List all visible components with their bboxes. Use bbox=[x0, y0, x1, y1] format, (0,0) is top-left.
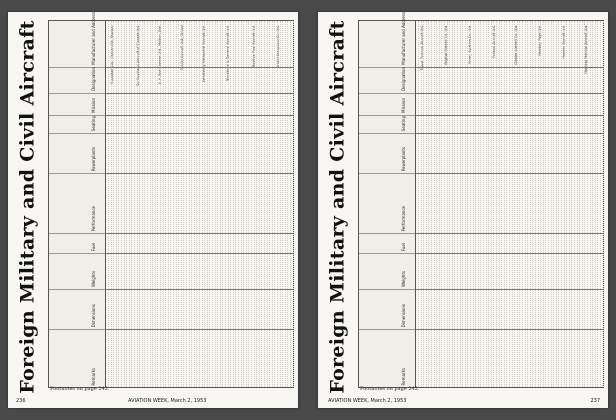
table-row: Handley Page Ltd. bbox=[538, 25, 542, 56]
row-rule bbox=[525, 21, 526, 387]
header-fuel: Fuel bbox=[359, 233, 415, 254]
row-rule bbox=[290, 21, 291, 387]
row-rule bbox=[126, 21, 127, 387]
row-rule bbox=[196, 21, 197, 387]
row-rule bbox=[165, 21, 166, 387]
table-row: Hunting Percival Aircraft Ltd. bbox=[584, 25, 588, 74]
column-divider bbox=[416, 289, 603, 290]
row-rule bbox=[499, 21, 500, 387]
row-rule bbox=[199, 21, 200, 387]
row-rule bbox=[561, 21, 562, 387]
row-rule bbox=[475, 21, 476, 387]
page-number: 236 bbox=[16, 398, 26, 404]
row-rule bbox=[173, 21, 174, 387]
row-rule bbox=[579, 21, 580, 387]
header-designation: Designation bbox=[359, 67, 415, 94]
row-rule bbox=[246, 21, 247, 387]
row-rule bbox=[478, 21, 479, 387]
row-rule bbox=[241, 21, 242, 387]
row-rule bbox=[454, 21, 455, 387]
row-rule bbox=[202, 21, 203, 387]
row-rule bbox=[584, 21, 585, 387]
header-manufacturer: Manufacturer and Address bbox=[359, 21, 415, 68]
table-row: Edgar Percival Aircraft Ltd. bbox=[420, 25, 424, 71]
row-rule bbox=[488, 21, 489, 387]
row-rule bbox=[465, 21, 466, 387]
row-rule bbox=[147, 21, 148, 387]
table-row: Bristol Aeroplane Co. Ltd. bbox=[276, 25, 280, 69]
table-row: De Havilland Aircraft of Canada Ltd. bbox=[136, 25, 140, 86]
row-rule bbox=[519, 21, 520, 387]
row-rule bbox=[447, 21, 448, 387]
row-rule bbox=[293, 21, 294, 387]
header-mission: Mission bbox=[359, 93, 415, 116]
row-rule bbox=[548, 21, 549, 387]
row-rule bbox=[131, 21, 132, 387]
row-rule bbox=[163, 21, 164, 387]
row-rule bbox=[235, 21, 236, 387]
table-row: Fairey Aviation Co. Ltd. bbox=[468, 25, 472, 64]
row-rule bbox=[483, 21, 484, 387]
column-divider bbox=[106, 329, 293, 330]
column-divider bbox=[106, 67, 293, 68]
header-weights: Weights bbox=[49, 253, 105, 290]
row-rule bbox=[280, 21, 281, 387]
row-rule bbox=[535, 21, 536, 387]
column-divider bbox=[106, 115, 293, 116]
row-rule bbox=[452, 21, 453, 387]
row-rule bbox=[501, 21, 502, 387]
row-rule bbox=[261, 21, 262, 387]
row-rule bbox=[191, 21, 192, 387]
row-rule bbox=[142, 21, 143, 387]
row-rule bbox=[467, 21, 468, 387]
row-rule bbox=[230, 21, 231, 387]
row-rule bbox=[486, 21, 487, 387]
row-rule bbox=[285, 21, 286, 387]
row-rule bbox=[592, 21, 593, 387]
header-performance: Performance bbox=[49, 173, 105, 234]
column-divider bbox=[106, 173, 293, 174]
column-divider bbox=[106, 289, 293, 290]
row-rule bbox=[506, 21, 507, 387]
row-rule bbox=[264, 21, 265, 387]
row-rule bbox=[183, 21, 184, 387]
header-fuel: Fuel bbox=[49, 233, 105, 254]
table-row: English Electric Co. Ltd. bbox=[444, 25, 448, 65]
row-rule bbox=[113, 21, 114, 387]
row-rule bbox=[139, 21, 140, 387]
page-title: Foreign Military and Civil Aircraft bbox=[327, 20, 350, 394]
column-divider bbox=[106, 233, 293, 234]
row-rule bbox=[251, 21, 252, 387]
header-powerplants: Powerplants bbox=[359, 133, 415, 174]
row-rule bbox=[207, 21, 208, 387]
row-rule bbox=[225, 21, 226, 387]
row-rule bbox=[460, 21, 461, 387]
header-dimensions: Dimensions bbox=[359, 289, 415, 330]
header-designation: Designation bbox=[49, 67, 105, 94]
row-rule bbox=[457, 21, 458, 387]
row-rule bbox=[441, 21, 442, 387]
row-rule bbox=[532, 21, 533, 387]
row-rule bbox=[215, 21, 216, 387]
footnote: Footnotes on page 242. bbox=[50, 386, 110, 392]
row-rule bbox=[426, 21, 427, 387]
header-remarks: Remarks bbox=[91, 367, 96, 385]
row-rule bbox=[473, 21, 474, 387]
column-divider bbox=[106, 93, 293, 94]
column-divider bbox=[416, 173, 603, 174]
row-rule bbox=[277, 21, 278, 387]
row-rule bbox=[530, 21, 531, 387]
column-divider bbox=[106, 253, 293, 254]
running-footer: AVIATION WEEK, March 2, 1953 bbox=[328, 398, 407, 404]
row-rule bbox=[590, 21, 591, 387]
row-rule bbox=[434, 21, 435, 387]
row-rule bbox=[553, 21, 554, 387]
row-rule bbox=[178, 21, 179, 387]
row-rule bbox=[551, 21, 552, 387]
row-rule bbox=[129, 21, 130, 387]
row-rule bbox=[233, 21, 234, 387]
running-footer: AVIATION WEEK, March 2, 1953 bbox=[128, 398, 207, 404]
row-rule bbox=[111, 21, 112, 387]
table-header bbox=[359, 12, 416, 387]
row-rule bbox=[150, 21, 151, 387]
row-rule bbox=[595, 21, 596, 387]
column-divider bbox=[416, 329, 603, 330]
table-body bbox=[106, 21, 293, 387]
row-rule bbox=[582, 21, 583, 387]
column-divider bbox=[416, 115, 603, 116]
row-rule bbox=[418, 21, 419, 387]
table-row: Folland Aircraft Ltd. bbox=[492, 25, 496, 59]
row-rule bbox=[116, 21, 117, 387]
row-rule bbox=[228, 21, 229, 387]
row-rule bbox=[509, 21, 510, 387]
row-rule bbox=[545, 21, 546, 387]
row-rule bbox=[121, 21, 122, 387]
row-rule bbox=[558, 21, 559, 387]
row-rule bbox=[256, 21, 257, 387]
row-rule bbox=[462, 21, 463, 387]
row-rule bbox=[597, 21, 598, 387]
row-rule bbox=[212, 21, 213, 387]
row-rule bbox=[189, 21, 190, 387]
row-rule bbox=[220, 21, 221, 387]
column-divider bbox=[106, 133, 293, 134]
row-rule bbox=[204, 21, 205, 387]
table-row: Boulton Paul Aircraft Ltd. bbox=[252, 25, 256, 68]
row-rule bbox=[176, 21, 177, 387]
column-divider bbox=[416, 253, 603, 254]
table-row: Blackburn & General Aircraft Ltd. bbox=[226, 25, 230, 82]
footnote: Footnotes on page 242. bbox=[360, 386, 420, 392]
row-rule bbox=[603, 21, 604, 387]
page-title: Foreign Military and Civil Aircraft bbox=[17, 20, 40, 394]
row-rule bbox=[574, 21, 575, 387]
row-rule bbox=[134, 21, 135, 387]
row-rule bbox=[157, 21, 158, 387]
row-rule bbox=[254, 21, 255, 387]
row-rule bbox=[186, 21, 187, 387]
row-rule bbox=[248, 21, 249, 387]
row-rule bbox=[444, 21, 445, 387]
row-rule bbox=[496, 21, 497, 387]
row-rule bbox=[274, 21, 275, 387]
header-powerplants: Powerplants bbox=[49, 133, 105, 174]
row-rule bbox=[269, 21, 270, 387]
row-rule bbox=[144, 21, 145, 387]
row-rule bbox=[423, 21, 424, 387]
row-rule bbox=[571, 21, 572, 387]
row-rule bbox=[209, 21, 210, 387]
row-rule bbox=[243, 21, 244, 387]
row-rule bbox=[504, 21, 505, 387]
row-rule bbox=[431, 21, 432, 387]
row-rule bbox=[512, 21, 513, 387]
row-rule bbox=[217, 21, 218, 387]
row-rule bbox=[282, 21, 283, 387]
header-manufacturer: Manufacturer and Address bbox=[49, 21, 105, 68]
row-rule bbox=[538, 21, 539, 387]
row-rule bbox=[480, 21, 481, 387]
row-rule bbox=[439, 21, 440, 387]
header-weights: Weights bbox=[359, 253, 415, 290]
table-row: Bristol Aircraft Ltd., Bristol bbox=[180, 25, 184, 70]
row-rule bbox=[527, 21, 528, 387]
header-seating: Seating bbox=[49, 115, 105, 134]
row-rule bbox=[152, 21, 153, 387]
row-rule bbox=[421, 21, 422, 387]
row-rule bbox=[491, 21, 492, 387]
row-rule bbox=[522, 21, 523, 387]
row-rule bbox=[118, 21, 119, 387]
table-row: Armstrong Whitworth Aircraft Ltd. bbox=[202, 25, 206, 83]
row-rule bbox=[436, 21, 437, 387]
row-rule bbox=[181, 21, 182, 387]
column-divider bbox=[416, 133, 603, 134]
row-rule bbox=[267, 21, 268, 387]
row-rule bbox=[170, 21, 171, 387]
row-rule bbox=[577, 21, 578, 387]
row-rule bbox=[287, 21, 288, 387]
column-divider bbox=[416, 233, 603, 234]
row-rule bbox=[540, 21, 541, 387]
row-rule bbox=[272, 21, 273, 387]
table-row: Gloster Aircraft Co. Ltd. bbox=[514, 25, 518, 65]
left-page bbox=[8, 12, 298, 408]
row-rule bbox=[470, 21, 471, 387]
row-rule bbox=[566, 21, 567, 387]
column-divider bbox=[416, 67, 603, 68]
header-dimensions: Dimensions bbox=[49, 289, 105, 330]
header-seating: Seating bbox=[359, 115, 415, 134]
table-header bbox=[49, 12, 106, 387]
table-row: A. V. Roe Canada Ltd., Malton, Ont. bbox=[158, 25, 162, 85]
row-rule bbox=[168, 21, 169, 387]
table-row: Hawker Aircraft Ltd. bbox=[562, 25, 566, 59]
row-rule bbox=[449, 21, 450, 387]
row-rule bbox=[543, 21, 544, 387]
row-rule bbox=[428, 21, 429, 387]
row-rule bbox=[222, 21, 223, 387]
header-mission: Mission bbox=[49, 93, 105, 116]
table-body bbox=[416, 21, 603, 387]
row-rule bbox=[514, 21, 515, 387]
row-rule bbox=[108, 21, 109, 387]
table-row: Canadair Ltd., Cartierville, Quebec bbox=[110, 25, 114, 84]
row-rule bbox=[194, 21, 195, 387]
row-rule bbox=[124, 21, 125, 387]
row-rule bbox=[238, 21, 239, 387]
aircraft-table bbox=[48, 12, 294, 388]
row-rule bbox=[564, 21, 565, 387]
row-rule bbox=[587, 21, 588, 387]
row-rule bbox=[569, 21, 570, 387]
row-rule bbox=[517, 21, 518, 387]
row-rule bbox=[600, 21, 601, 387]
row-rule bbox=[556, 21, 557, 387]
header-performance: Performance bbox=[359, 173, 415, 234]
aircraft-table bbox=[358, 12, 604, 388]
row-rule bbox=[493, 21, 494, 387]
row-rule bbox=[259, 21, 260, 387]
row-rule bbox=[155, 21, 156, 387]
page-number: 237 bbox=[590, 398, 600, 404]
right-page bbox=[318, 12, 608, 408]
row-rule bbox=[137, 21, 138, 387]
row-rule bbox=[160, 21, 161, 387]
column-divider bbox=[416, 93, 603, 94]
header-remarks: Remarks bbox=[401, 367, 406, 385]
